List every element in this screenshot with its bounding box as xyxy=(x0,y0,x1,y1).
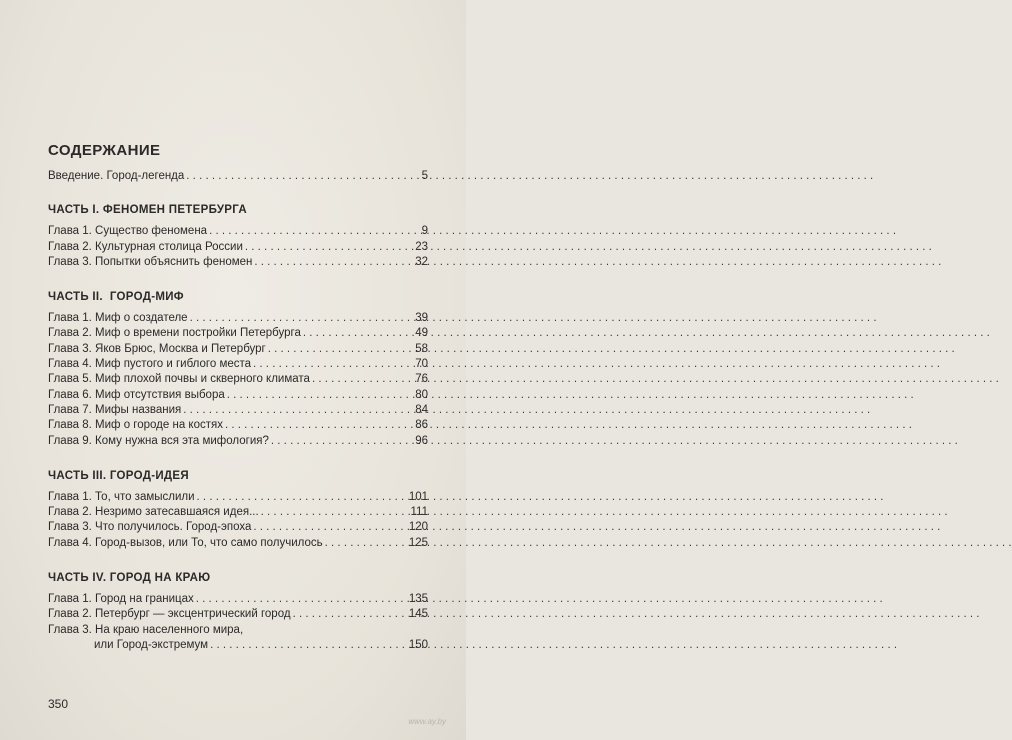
book-page xyxy=(0,0,466,740)
dot-leader xyxy=(253,520,406,535)
entry-page: 135 xyxy=(408,593,428,606)
entry-label: Глава 2. Культурная столица России xyxy=(48,240,243,253)
entry-page: 39 xyxy=(415,312,428,325)
toc-title: СОДЕРЖАНИЕ xyxy=(48,142,161,159)
entry-label: или Город-экстремум xyxy=(94,638,209,651)
entry-label: Глава 3. Что получилось. Город-эпоха xyxy=(48,521,252,534)
entry-label: Глава 4. Миф пустого и гиблого места xyxy=(48,358,252,371)
dot-leader xyxy=(261,505,409,520)
entry-page: 150 xyxy=(408,638,428,651)
toc-entry xyxy=(48,607,428,622)
entry-page: 101 xyxy=(408,490,428,503)
entry-page: 5 xyxy=(421,170,428,182)
toc-entry-intro xyxy=(48,169,428,184)
entry-label: Глава 8. Миф о городе на костях xyxy=(48,419,223,432)
dot-leader xyxy=(209,224,410,239)
toc-entry xyxy=(48,357,428,372)
entry-page: 58 xyxy=(415,342,428,355)
dot-leader xyxy=(190,311,410,326)
dot-leader xyxy=(268,342,410,357)
dot-leader xyxy=(303,326,410,341)
dot-leader xyxy=(183,403,410,418)
entry-label: Глава 3. На краю населенного мира, xyxy=(48,623,244,636)
dot-leader xyxy=(253,357,410,372)
toc-entry xyxy=(48,520,428,535)
entry-page: 80 xyxy=(415,388,428,401)
dot-leader xyxy=(186,169,410,184)
dot-leader xyxy=(325,536,407,551)
entry-label: Глава 4. Город-вызов, или То, что само получилось xyxy=(48,536,323,549)
entry-page: 86 xyxy=(415,419,428,432)
toc-entry xyxy=(48,255,428,270)
entry-label: Глава 1. Миф о создателе xyxy=(48,312,188,325)
toc-entry xyxy=(48,536,428,551)
toc-entry xyxy=(48,224,428,239)
section-title: ЧАСТЬ IV. ГОРОД НА КРАЮ xyxy=(48,572,211,585)
entry-page: 145 xyxy=(408,608,428,621)
entry-label: Глава 1. Город на границах xyxy=(48,593,194,606)
entry-page: 49 xyxy=(415,327,428,340)
entry-page: 84 xyxy=(415,403,428,416)
page-number: 350 xyxy=(48,697,69,711)
entry-page: 125 xyxy=(408,536,428,549)
toc-entry xyxy=(48,623,428,638)
entry-label: Глава 3. Попытки объяснить феномен xyxy=(48,255,253,268)
toc-entry xyxy=(48,418,428,433)
toc-entry xyxy=(48,592,428,607)
section-title: ЧАСТЬ III. ГОРОД-ИДЕЯ xyxy=(48,469,189,482)
entry-page: 9 xyxy=(421,225,428,238)
entry-label: Глава 2. Петербург — эксцентрический город xyxy=(48,608,291,621)
section-part-2 xyxy=(48,291,428,449)
toc-entry xyxy=(48,342,428,357)
entry-page: 70 xyxy=(415,358,428,371)
entry-label: Глава 6. Миф отсутствия выбора xyxy=(48,388,225,401)
entry-page: 76 xyxy=(415,373,428,386)
watermark: www.ay.by xyxy=(408,717,446,726)
toc-entry xyxy=(48,434,428,449)
dot-leader xyxy=(254,255,410,270)
entry-label: Глава 1. То, что замыслили xyxy=(48,490,195,503)
entry-page: 120 xyxy=(408,521,428,534)
toc-entry xyxy=(48,490,428,505)
section-part-3 xyxy=(48,470,428,551)
dot-leader xyxy=(293,607,407,622)
table-of-contents xyxy=(48,142,428,653)
toc-entry xyxy=(48,505,428,520)
entry-label: Глава 9. Кому нужна вся эта мифология? xyxy=(48,434,269,447)
dot-leader xyxy=(245,240,410,255)
toc-entry xyxy=(48,403,428,418)
entry-page: 111 xyxy=(410,506,428,519)
dot-leader xyxy=(210,638,407,653)
dot-leader xyxy=(227,388,410,403)
dot-leader xyxy=(225,418,410,433)
section-part-1 xyxy=(48,204,428,270)
entry-page: 96 xyxy=(415,434,428,447)
entry-label: Глава 3. Яков Брюс, Москва и Петербург xyxy=(48,342,266,355)
entry-label: Введение. Город-легенда xyxy=(48,170,185,182)
section-part-4 xyxy=(48,572,428,653)
dot-leader xyxy=(271,434,410,449)
dot-leader xyxy=(312,372,410,387)
section-title: ЧАСТЬ I. ФЕНОМЕН ПЕТЕРБУРГА xyxy=(48,204,247,217)
toc-entry xyxy=(48,311,428,326)
entry-page: 23 xyxy=(415,240,428,253)
entry-label: Глава 2. Незримо затесавшаяся идея... xyxy=(48,506,259,519)
entry-label: Глава 7. Мифы названия xyxy=(48,403,182,416)
toc-entry xyxy=(48,372,428,387)
toc-entry-continuation xyxy=(48,638,428,653)
dot-leader xyxy=(197,490,407,505)
toc-entry xyxy=(48,326,428,341)
entry-page: 32 xyxy=(415,255,428,268)
dot-leader xyxy=(196,592,407,607)
entry-label: Глава 1. Существо феномена xyxy=(48,225,208,238)
toc-entry xyxy=(48,240,428,255)
entry-label: Глава 2. Миф о времени постройки Петербурга xyxy=(48,327,301,340)
toc-entry xyxy=(48,388,428,403)
entry-label: Глава 5. Миф плохой почвы и скверного климата xyxy=(48,373,310,386)
section-title: ЧАСТЬ II. ГОРОД-МИФ xyxy=(48,291,184,304)
